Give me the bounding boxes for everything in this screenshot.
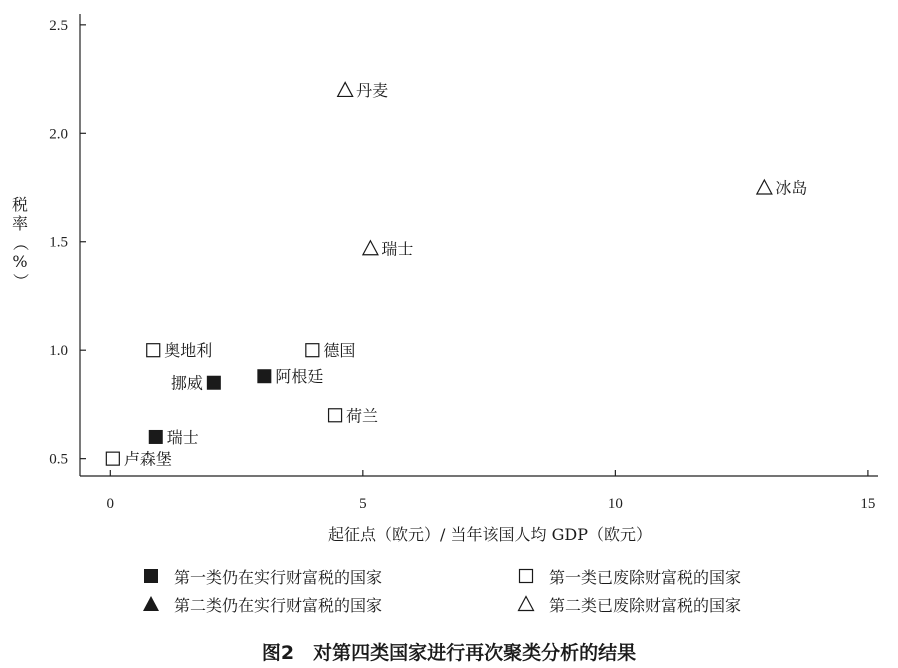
x-tick-label: 15 — [860, 496, 876, 512]
legend-item-2 — [515, 566, 840, 586]
point-label: 挪威 — [170, 373, 203, 393]
filled-triangle-icon — [140, 594, 162, 614]
data-point-filled-square — [207, 376, 221, 390]
open-square-icon — [515, 566, 537, 586]
point-label: 卢森堡 — [123, 449, 172, 469]
data-point-filled-square — [257, 369, 271, 383]
figure-caption: 图2 对第四类国家进行再次聚类分析的结果 — [261, 642, 637, 664]
y-tick-label: 1.5 — [49, 234, 68, 251]
data-point-open-square — [329, 409, 342, 422]
y-axis-label-char: 率 — [11, 214, 29, 233]
y-axis-label-char: % — [12, 252, 28, 271]
data-point-open-triangle — [757, 180, 772, 194]
x-tick-label: 5 — [359, 496, 367, 512]
point-label: 瑞士 — [381, 239, 414, 259]
y-axis-label-char: ） — [11, 272, 30, 290]
data-point-open-triangle — [363, 241, 378, 255]
data-point-open-square — [106, 452, 119, 465]
y-axis-label — [11, 195, 30, 289]
data-point-open-square — [147, 344, 160, 357]
open-triangle-icon — [515, 594, 537, 614]
point-label: 瑞士 — [166, 427, 199, 447]
y-tick-label: 2.5 — [49, 17, 68, 34]
axes — [80, 14, 878, 476]
y-tick-label: 2.0 — [49, 126, 68, 143]
point-label: 德国 — [323, 341, 356, 361]
data-point-open-triangle — [338, 82, 353, 96]
point-label: 奥地利 — [164, 341, 213, 361]
point-labels — [124, 81, 808, 469]
legend-label: 第二类仍在实行财富税的国家 — [174, 595, 383, 615]
point-label: 丹麦 — [356, 80, 389, 100]
point-label: 阿根廷 — [275, 367, 324, 387]
filled-square-icon — [140, 566, 162, 586]
legend-label: 第二类已废除财富税的国家 — [549, 595, 742, 615]
legend-label: 第一类仍在实行财富税的国家 — [174, 567, 383, 587]
y-axis-label-char: （ — [11, 234, 30, 252]
data-point-open-square — [306, 344, 319, 357]
y-axis-label-char: 税 — [11, 195, 29, 214]
x-axis-label: 起征点（欧元）/ 当年该国人均 GDP（欧元） — [328, 525, 652, 544]
x-tick-label: 10 — [607, 496, 623, 512]
y-tick-label: 1.0 — [49, 343, 68, 360]
point-label: 冰岛 — [775, 178, 808, 198]
legend-item-1 — [140, 566, 515, 586]
data-points — [106, 82, 772, 465]
point-label: 荷兰 — [346, 406, 379, 426]
data-point-filled-square — [149, 430, 163, 444]
x-tick-label: 0 — [106, 496, 115, 512]
legend-item-4 — [515, 594, 840, 614]
y-tick-label: 0.5 — [49, 451, 68, 468]
legend-item-3 — [140, 594, 515, 614]
legend-label: 第一类已废除财富税的国家 — [549, 567, 742, 587]
legend — [140, 566, 840, 614]
